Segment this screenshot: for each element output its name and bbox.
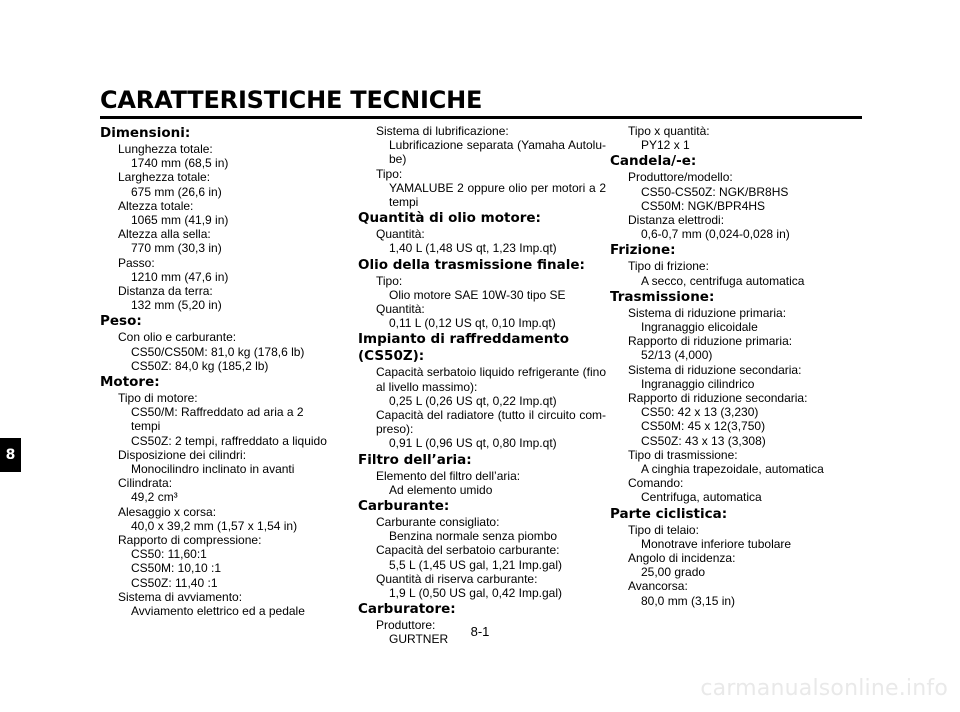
- spec-label: Sistema di avviamento:: [118, 589, 243, 604]
- spec-value: Benzina normale senza piombo: [389, 529, 558, 544]
- spec-value: Ad elemento umido: [389, 482, 493, 497]
- section-heading: Quantità di olio motore:: [358, 210, 541, 227]
- spec-value: 1,9 L (0,50 US gal, 0,42 Imp.gal): [389, 586, 562, 601]
- page-number: 8-1: [470, 624, 490, 639]
- spec-value: CS50Z: 84,0 kg (185,2 lb): [131, 358, 269, 373]
- spec-label: Angolo di incidenza:: [628, 551, 736, 566]
- spec-label: Disposizione dei cilindri:: [118, 447, 247, 462]
- spec-value: CS50M: 10,10 :1: [131, 561, 222, 576]
- spec-value: Ingranaggio cilindrico: [641, 376, 755, 391]
- section-heading: Carburatore:: [358, 601, 456, 618]
- spec-value: CS50: 11,60:1: [131, 547, 207, 562]
- spec-value: Lubrificazione separata (Yamaha Autolu-be): [389, 138, 606, 167]
- spec-label: Rapporto di riduzione secondaria:: [628, 391, 808, 406]
- spec-label: Elemento del filtro dell’aria:: [376, 468, 521, 483]
- watermark: carmanualsonline.info: [700, 676, 948, 701]
- spec-value: PY12 x 1: [641, 138, 690, 153]
- spec-label: Tipo x quantità:: [628, 124, 710, 138]
- spec-label: Tipo di telaio:: [628, 522, 699, 537]
- spec-label: Sistema di riduzione secondaria:: [628, 362, 802, 377]
- spec-value: CS50/M: Raffreddato ad aria a 2 tempi: [131, 405, 304, 434]
- spec-value: 0,25 L (0,26 US qt, 0,22 Imp.qt): [389, 393, 557, 408]
- spec-label: Produttore/modello:: [628, 170, 733, 185]
- spec-label: Quantità di riserva carburante:: [376, 571, 538, 586]
- spec-label: Distanza da terra:: [118, 284, 213, 299]
- spec-value: 49,2 cm³: [131, 490, 178, 505]
- spec-value: 132 mm (5,20 in): [131, 298, 222, 313]
- spec-label: Sistema di lubrificazione:: [376, 124, 509, 138]
- spec-value: CS50/CS50M: 81,0 kg (178,6 lb): [131, 344, 305, 359]
- spec-value: CS50Z: 11,40 :1: [131, 575, 218, 590]
- section-heading: Olio della trasmissione finale:: [358, 256, 585, 273]
- spec-label: Sistema di riduzione primaria:: [628, 305, 787, 320]
- spec-label: Rapporto di compressione:: [118, 533, 262, 548]
- section-heading: Peso:: [100, 313, 142, 330]
- spec-label: Avancorsa:: [628, 579, 688, 594]
- spec-label: Alesaggio x corsa:: [118, 504, 217, 519]
- spec-label: Carburante consigliato:: [376, 515, 500, 530]
- section-heading: Frizione:: [610, 242, 676, 259]
- spec-value: 1,40 L (1,48 US qt, 1,23 Imp.qt): [389, 241, 557, 256]
- spec-value: 0,11 L (0,12 US qt, 0,10 Imp.qt): [389, 316, 556, 331]
- spec-value: CS50: 42 x 13 (3,230): [641, 405, 759, 420]
- spec-label: Con olio e carburante:: [118, 330, 237, 345]
- spec-column-3: [610, 124, 860, 608]
- section-heading: Motore:: [100, 374, 160, 391]
- section-heading: Dimensioni:: [100, 125, 191, 141]
- section-heading: Impianto di raffreddamento (CS50Z):: [358, 331, 570, 365]
- spec-label: Tipo di frizione:: [628, 259, 709, 274]
- spec-value: 0,91 L (0,96 US qt, 0,80 Imp.qt): [389, 436, 557, 451]
- spec-value: Olio motore SAE 10W-30 tipo SE: [389, 287, 566, 302]
- spec-value: Monotrave inferiore tubolare: [641, 536, 792, 551]
- spec-label: Quantità:: [376, 227, 425, 242]
- spec-label: Rapporto di riduzione primaria:: [628, 334, 793, 349]
- title-divider: [100, 116, 862, 119]
- spec-label: Altezza totale:: [118, 198, 194, 213]
- spec-label: Cilindrata:: [118, 476, 173, 491]
- spec-label: Altezza alla sella:: [118, 227, 211, 242]
- spec-value: 1740 mm (68,5 in): [131, 156, 229, 171]
- spec-label: Capacità del serbatoio carburante:: [376, 543, 560, 558]
- page-title: CARATTERISTICHE TECNICHE: [100, 86, 483, 114]
- spec-label: Tipo:: [376, 166, 403, 181]
- spec-value: Monocilindro inclinato in avanti: [131, 462, 295, 477]
- spec-value: A secco, centrifuga automatica: [641, 273, 805, 288]
- spec-label: Quantità:: [376, 302, 425, 317]
- spec-value: Ingranaggio elicoidale: [641, 320, 758, 335]
- spec-label: Larghezza totale:: [118, 170, 211, 185]
- spec-value: 0,6-0,7 mm (0,024-0,028 in): [641, 227, 790, 242]
- spec-label: Capacità del radiatore (tutto il circuito com-preso):: [376, 408, 606, 437]
- spec-label: Tipo di trasmissione:: [628, 447, 738, 462]
- section-heading: Carburante:: [358, 498, 450, 515]
- spec-label: Tipo di motore:: [118, 391, 198, 406]
- chapter-tab: 8: [0, 438, 21, 472]
- section-heading: Trasmissione:: [610, 288, 715, 305]
- spec-value: A cinghia trapezoidale, automatica: [641, 462, 824, 477]
- spec-value: GURTNER: [389, 632, 449, 647]
- spec-value: 5,5 L (1,45 US gal, 1,21 Imp.gal): [389, 557, 562, 572]
- spec-column-1: [100, 124, 332, 618]
- spec-value: CS50Z: 2 tempi, raffreddato a liquido: [131, 433, 327, 448]
- spec-value: CS50M: 45 x 12(3,750): [641, 419, 766, 434]
- spec-value: 25,00 grado: [641, 565, 706, 580]
- spec-label: Lunghezza totale:: [118, 142, 213, 156]
- spec-label: Tipo:: [376, 273, 403, 288]
- spec-value: Centrifuga, automatica: [641, 490, 762, 505]
- section-heading: Parte ciclistica:: [610, 505, 728, 522]
- spec-label: Comando:: [628, 476, 684, 491]
- spec-column-2: [358, 124, 606, 647]
- spec-value: YAMALUBE 2 oppure olio per motori a 2 tempi: [389, 180, 606, 210]
- spec-value: 52/13 (4,000): [641, 348, 713, 363]
- spec-value: CS50Z: 43 x 13 (3,308): [641, 433, 766, 448]
- spec-value: 770 mm (30,3 in): [131, 241, 222, 256]
- section-heading: Candela/-e:: [610, 153, 697, 170]
- section-heading: Filtro dell’aria:: [358, 451, 472, 468]
- spec-label: Capacità serbatoio liquido refrigerante (fino al livello massimo):: [376, 365, 606, 394]
- spec-label: Distanza elettrodi:: [628, 213, 725, 228]
- spec-value: CS50-CS50Z: NGK/BR8HS: [641, 184, 789, 199]
- spec-value: 1210 mm (47,6 in): [131, 269, 229, 284]
- spec-value: 675 mm (26,6 in): [131, 184, 222, 199]
- spec-value: Avviamento elettrico ed a pedale: [131, 604, 305, 619]
- spec-label: Passo:: [118, 255, 155, 270]
- spec-value: 40,0 x 39,2 mm (1,57 x 1,54 in): [131, 518, 298, 533]
- spec-value: 80,0 mm (3,15 in): [641, 593, 736, 608]
- spec-label: Produttore:: [376, 618, 436, 633]
- spec-value: 1065 mm (41,9 in): [131, 213, 229, 228]
- spec-value: CS50M: NGK/BPR4HS: [641, 198, 766, 213]
